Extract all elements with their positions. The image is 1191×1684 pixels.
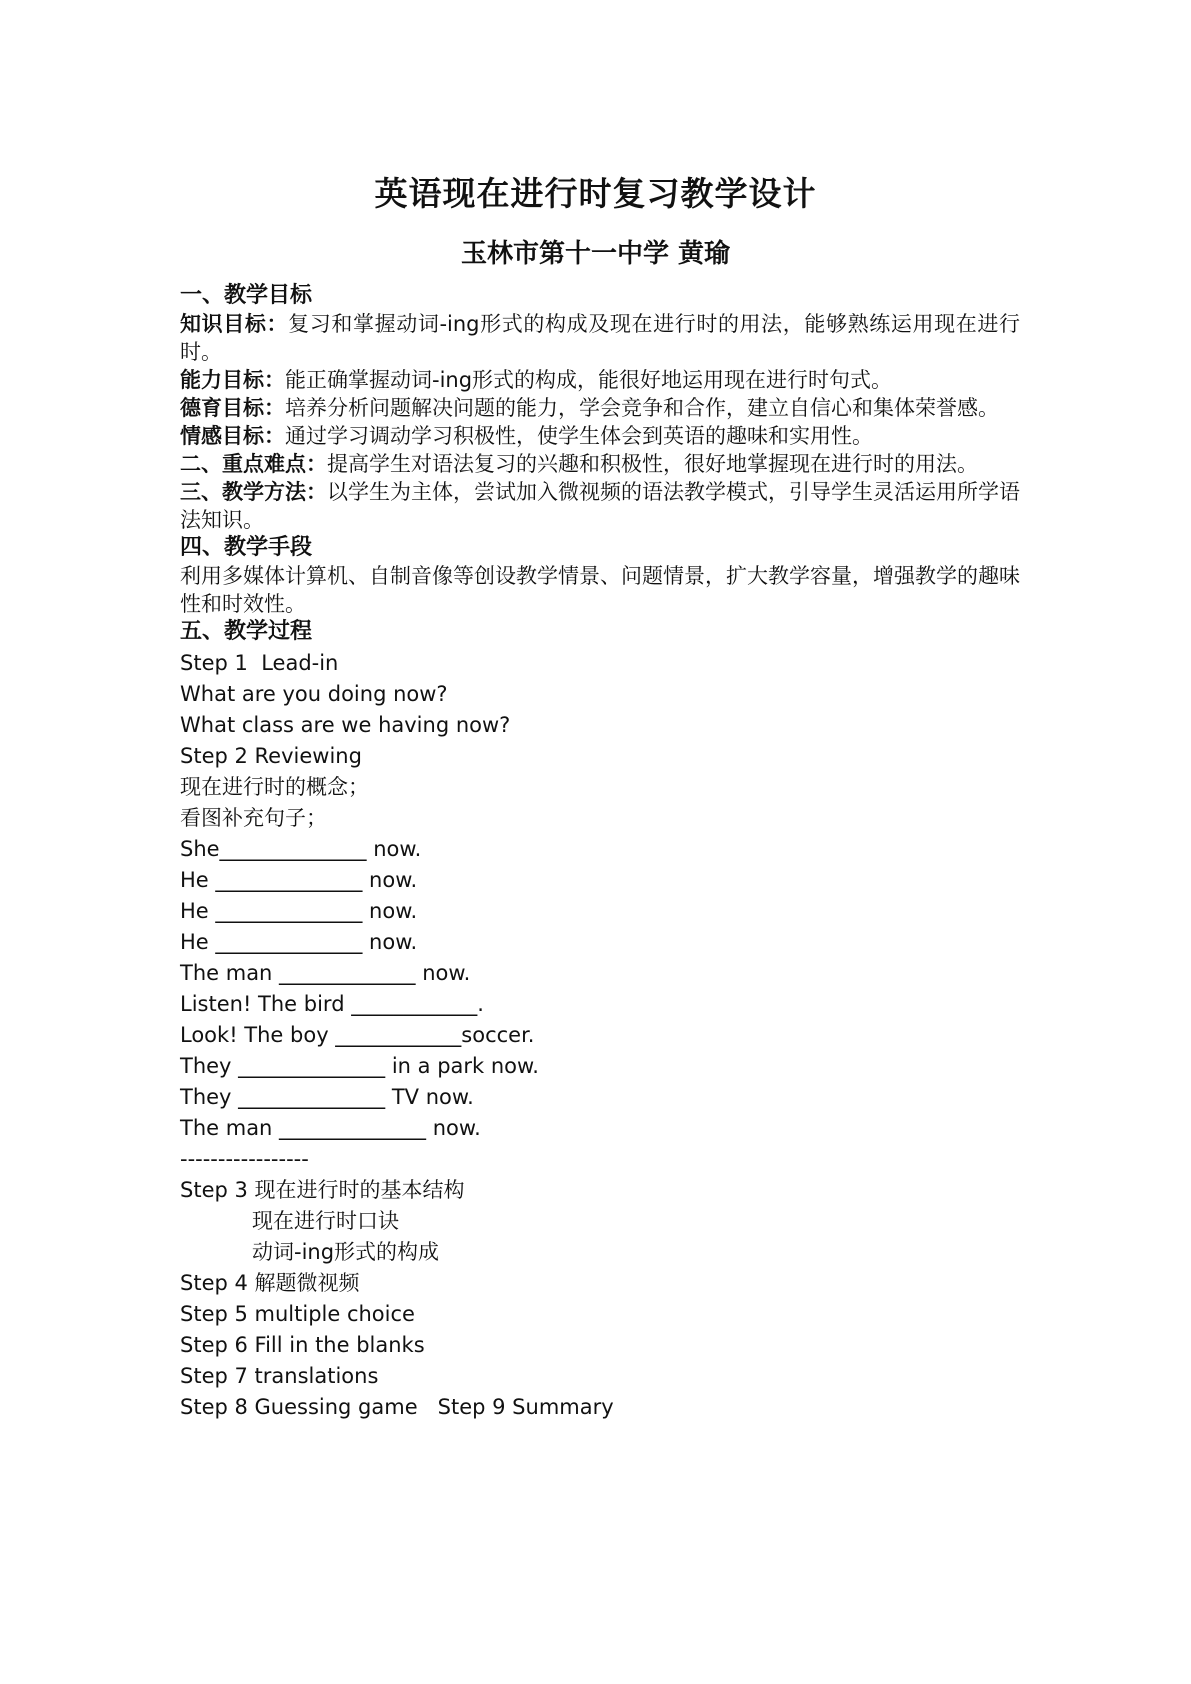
- exercise-sentence: The man _____________ now.: [180, 961, 471, 985]
- knowledge-text: 复习和掌握动词-ing形式的构成及现在进行时的用法，能够熟练运用现在进行时。: [180, 312, 1020, 364]
- step-line: Step 3 现在进行时的基本结构: [180, 1178, 465, 1202]
- knowledge-label: 知识目标：: [180, 312, 289, 336]
- key-points: [180, 450, 1020, 478]
- teaching-method: [180, 478, 1020, 534]
- step-line: What class are we having now?: [180, 713, 511, 737]
- exercise-sentence: She______________ now.: [180, 837, 422, 861]
- teaching-method-text: 以学生为主体，尝试加入微视频的语法教学模式，引导学生灵活运用所学语法知识。: [180, 480, 1020, 532]
- section-heading-process: 五、教学过程: [180, 619, 313, 644]
- step-line: What are you doing now?: [180, 682, 448, 706]
- exercise-sentence: Listen! The bird ____________.: [180, 992, 484, 1016]
- exercise-sentence: He ______________ now.: [180, 899, 418, 923]
- step-line: 现在进行时的概念；: [180, 775, 369, 799]
- exercise-sentence: The man ______________ now.: [180, 1116, 481, 1140]
- teaching-means-text: 利用多媒体计算机、自制音像等创设教学情景、问题情景，扩大教学容量，增强教学的趣味性和时效性。: [180, 564, 1020, 616]
- section-heading-means: 四、教学手段: [180, 535, 313, 560]
- emotion-objective: [180, 422, 1020, 450]
- step-subitem: 动词-ing形式的构成: [252, 1240, 440, 1264]
- exercise-sentence: They ______________ in a park now.: [180, 1054, 539, 1078]
- teaching-method-label: 三、教学方法：: [180, 480, 327, 504]
- key-points-label: 二、重点难点：: [180, 452, 327, 476]
- step-line: Step 6 Fill in the blanks: [180, 1333, 425, 1357]
- moral-text: 培养分析问题解决问题的能力，学会竞争和合作，建立自信心和集体荣誉感。: [285, 396, 999, 420]
- exercise-sentence: He ______________ now.: [180, 868, 418, 892]
- step-line: Step 4 解题微视频: [180, 1271, 360, 1295]
- emotion-label: 情感目标：: [180, 424, 285, 448]
- moral-objective: [180, 394, 1020, 422]
- document-body: [180, 282, 1020, 1423]
- knowledge-objective: [180, 310, 1020, 366]
- author-line: 玉林市第十一中学 黄瑜: [460, 239, 731, 269]
- ability-objective: [180, 366, 1020, 394]
- step-subitem: 现在进行时口诀: [252, 1209, 399, 1233]
- exercise-sentence: He ______________ now.: [180, 930, 418, 954]
- step-line: Step 5 multiple choice: [180, 1302, 415, 1326]
- document-title: 英语现在进行时复习教学设计: [374, 174, 817, 213]
- step-line: Step 7 translations: [180, 1364, 379, 1388]
- step-line: Step 2 Reviewing: [180, 744, 362, 768]
- moral-label: 德育目标：: [180, 396, 285, 420]
- key-points-text: 提高学生对语法复习的兴趣和积极性，很好地掌握现在进行时的用法。: [327, 452, 978, 476]
- step-line: Step 8 Guessing game Step 9 Summary: [180, 1395, 614, 1419]
- separator-line: -----------------: [180, 1147, 309, 1171]
- exercise-sentence: They ______________ TV now.: [180, 1085, 474, 1109]
- emotion-text: 通过学习调动学习积极性，使学生体会到英语的趣味和实用性。: [285, 424, 873, 448]
- section-heading-objectives: 一、教学目标: [180, 283, 313, 308]
- ability-label: 能力目标：: [180, 368, 285, 392]
- step-line: 看图补充句子；: [180, 806, 327, 830]
- ability-text: 能正确掌握动词-ing形式的构成，能很好地运用现在进行时句式。: [285, 368, 893, 392]
- step-line: Step 1 Lead-in: [180, 651, 339, 675]
- exercise-sentence: Look! The boy ____________soccer.: [180, 1023, 535, 1047]
- process-steps: [180, 648, 1020, 1423]
